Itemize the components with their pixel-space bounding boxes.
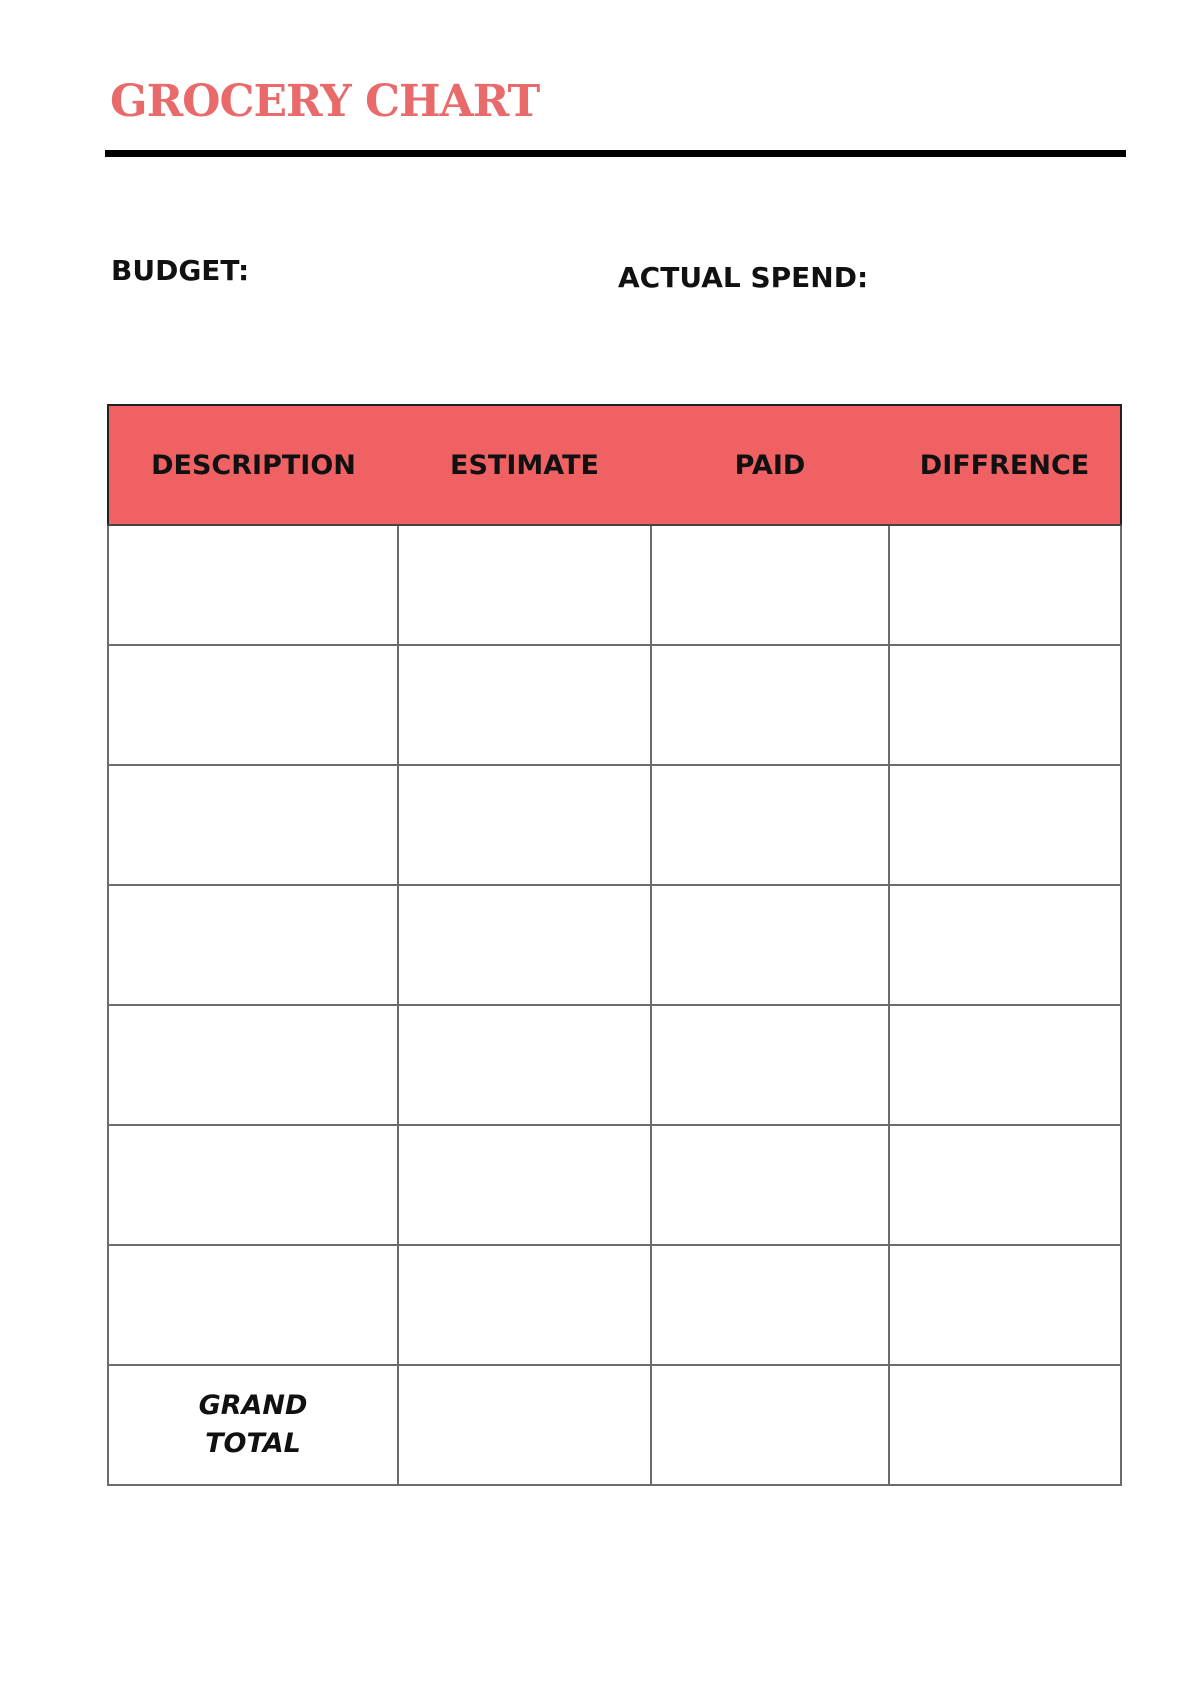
difference-cell[interactable]	[889, 1245, 1121, 1365]
description-cell[interactable]	[108, 525, 398, 645]
table-row	[108, 765, 1121, 885]
header-estimate: ESTIMATE	[398, 405, 651, 525]
estimate-cell[interactable]	[398, 1245, 651, 1365]
grand-total-label	[108, 1365, 398, 1485]
table-row	[108, 1245, 1121, 1365]
actual-spend-label: ACTUAL SPEND:	[618, 261, 869, 294]
header-description: DESCRIPTION	[108, 405, 398, 525]
difference-cell[interactable]	[889, 765, 1121, 885]
table-header-row	[108, 405, 1121, 525]
paid-total-cell[interactable]	[651, 1365, 889, 1485]
estimate-cell[interactable]	[398, 1125, 651, 1245]
difference-cell[interactable]	[889, 525, 1121, 645]
budget-label: BUDGET:	[111, 254, 250, 287]
description-cell[interactable]	[108, 1005, 398, 1125]
difference-cell[interactable]	[889, 1125, 1121, 1245]
table-row	[108, 1125, 1121, 1245]
description-cell[interactable]	[108, 765, 398, 885]
paid-cell[interactable]	[651, 765, 889, 885]
estimate-total-cell[interactable]	[398, 1365, 651, 1485]
estimate-cell[interactable]	[398, 645, 651, 765]
paid-cell[interactable]	[651, 1005, 889, 1125]
difference-cell[interactable]	[889, 645, 1121, 765]
description-cell[interactable]	[108, 645, 398, 765]
paid-cell[interactable]	[651, 645, 889, 765]
difference-cell[interactable]	[889, 885, 1121, 1005]
table-row	[108, 1005, 1121, 1125]
grand-total-line-2: TOTAL	[205, 1428, 301, 1459]
difference-cell[interactable]	[889, 1005, 1121, 1125]
header-difference: DIFFRENCE	[889, 405, 1121, 525]
estimate-cell[interactable]	[398, 765, 651, 885]
estimate-cell[interactable]	[398, 1005, 651, 1125]
description-cell[interactable]	[108, 1125, 398, 1245]
estimate-cell[interactable]	[398, 525, 651, 645]
table-row	[108, 645, 1121, 765]
grand-total-row	[108, 1365, 1121, 1485]
difference-total-cell[interactable]	[889, 1365, 1121, 1485]
table-row	[108, 885, 1121, 1005]
table-row	[108, 525, 1121, 645]
paid-cell[interactable]	[651, 1125, 889, 1245]
page-title: GROCERY CHART	[110, 76, 540, 127]
title-underline	[105, 150, 1126, 157]
paid-cell[interactable]	[651, 885, 889, 1005]
estimate-cell[interactable]	[398, 885, 651, 1005]
paid-cell[interactable]	[651, 1245, 889, 1365]
paid-cell[interactable]	[651, 525, 889, 645]
description-cell[interactable]	[108, 1245, 398, 1365]
grand-total-line-1: GRAND	[198, 1390, 308, 1421]
grocery-table	[107, 404, 1122, 1486]
header-paid: PAID	[651, 405, 889, 525]
description-cell[interactable]	[108, 885, 398, 1005]
